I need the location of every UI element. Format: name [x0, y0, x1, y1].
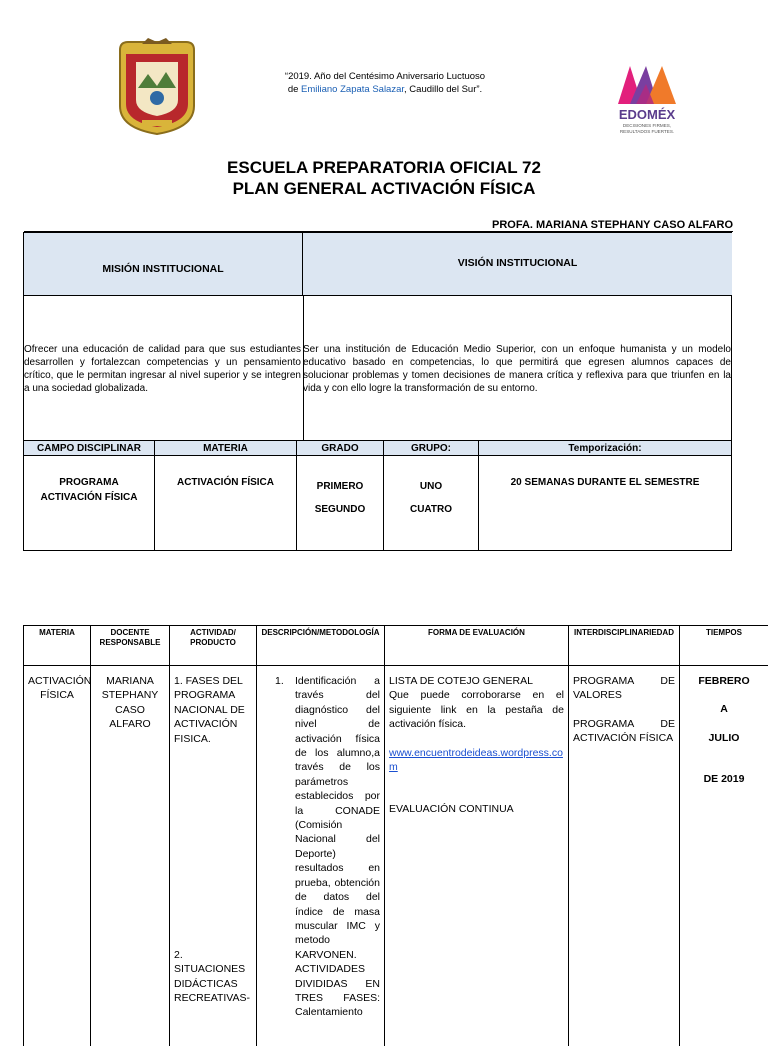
activity-plan-table — [23, 625, 768, 1045]
tiempo-a: A — [720, 703, 728, 716]
col-header-evaluacion: FORMA DE EVALUACIÓN — [384, 625, 568, 666]
motto-line-1: “2019. Año del Centésimo Aniversario Luctuoso — [284, 71, 486, 82]
grado-line-1: PRIMERO — [316, 481, 364, 492]
mision-header: MISIÓN INSTITUCIONAL — [24, 233, 303, 296]
campo-cell — [24, 456, 155, 550]
temporizacion-header: Temporización: — [479, 441, 731, 456]
estado-de-mexico-seal-logo — [112, 36, 202, 136]
cell-docente: MARIANA STEPHANY CASO ALFARO — [90, 666, 169, 1046]
col-header-docente: DOCENTE RESPONSABLE — [90, 625, 169, 666]
motto-name: Emiliano Zapata Salazar — [301, 84, 405, 95]
commemorative-motto — [250, 70, 520, 96]
grupo-line-2: CUATRO — [409, 504, 453, 515]
actividad-2: 2. SITUACIONES DIDÁCTICAS RECREATIVAS- — [174, 949, 251, 1005]
edomex-tagline-2: RESULTADOS FUERTES. — [619, 129, 675, 134]
col-header-tiempos: TIEMPOS — [679, 625, 768, 666]
plan-title: PLAN GENERAL ACTIVACIÓN FÍSICA — [232, 179, 536, 198]
actividad-1: 1. FASES DEL PROGRAMA NACIONAL DE ACTIVACIÓN FISICA. — [174, 675, 245, 745]
tiempo-julio: JULIO — [708, 731, 740, 744]
descripcion-number: 1. — [275, 675, 284, 687]
grupo-header: GRUPO: — [384, 441, 479, 456]
edomex-tagline-1: DECISIONES FIRMES, — [622, 123, 672, 128]
cell-evaluacion — [384, 666, 568, 1046]
cell-actividad — [169, 666, 256, 1046]
evaluacion-continua: EVALUACIÓN CONTINUA — [389, 803, 514, 816]
grado-line-2: SEGUNDO — [314, 504, 366, 515]
mision-text: Ofrecer una educación de calidad para que sus estudiantes desarrollen y fortalezcan competencias y un pensamiento crítico, que le permitan ingresar al nivel superior y se integren a una sociedad globalizada. — [24, 344, 301, 394]
col-header-actividad: ACTIVIDAD/ PRODUCTO — [169, 625, 256, 666]
col-header-materia: MATERIA — [23, 625, 90, 666]
cell-tiempos — [679, 666, 768, 1046]
school-title: ESCUELA PREPARATORIA OFICIAL 72 — [227, 158, 541, 177]
wordpress-link[interactable]: www.encuentrodeideas.wordpress.com — [389, 746, 563, 774]
col-header-interdisciplinariedad: INTERDISCIPLINARIEDAD — [568, 625, 679, 666]
vision-text: Ser una institución de Educación Medio Superior, con un enfoque humanista y un modelo educativo basado en competencias, lo que permitirá que egresen alumnos capaces de solucionar problemas y tomen decisiones de manera crítica y reflexiva para que triunfen en la vida y con ello logre la transformación de su entorno. — [303, 344, 731, 394]
edomex-wordmark: EDOMÉX — [618, 107, 676, 122]
vision-header: VISIÓN INSTITUCIONAL — [303, 233, 732, 296]
motto-line-2 — [250, 83, 520, 96]
inter-programa-valores: PROGRAMA DE VALORES — [573, 675, 675, 702]
grado-cell — [297, 456, 384, 550]
motto-prefix: de — [287, 84, 302, 95]
institutional-table — [23, 232, 732, 551]
temporizacion-cell: 20 SEMANAS DURANTE EL SEMESTRE — [510, 477, 700, 488]
grupo-cell — [384, 456, 479, 550]
col-header-descripcion: DESCRIPCIÓN/METODOLOGÍA — [256, 625, 384, 666]
campo-line-1: PROGRAMA — [59, 477, 119, 488]
evaluacion-detail: Que puede corroborarse en el siguiente link en la pestaña de activación física. — [389, 689, 564, 731]
grado-header: GRADO — [297, 441, 384, 456]
materia-header: MATERIA — [155, 441, 297, 456]
cell-materia: ACTIVACIÓN FÍSICA — [23, 666, 90, 1046]
cell-interdisciplinariedad — [568, 666, 679, 1046]
edomex-logo — [608, 62, 686, 138]
tiempo-year: DE 2019 — [703, 773, 745, 786]
descripcion-text: Identificación a través del diagnóstico del nivel de activación física de los alumno,a través de los parámetros establecidos por la CONADE (Comisión Nacional del Deporte) resultados en prueba, obtención de datos del índice de masa muscular IMC y metodo KARVONEN. ACTIVIDADES DIVIDIDAS EN TRES FASES: Calentamiento — [295, 675, 380, 1019]
grupo-line-1: UNO — [419, 481, 443, 492]
campo-line-2: ACTIVACIÓN FÍSICA — [40, 492, 138, 503]
evaluacion-title: LISTA DE COTEJO GENERAL — [389, 675, 533, 687]
materia-cell: ACTIVACIÓN FÍSICA — [155, 456, 297, 550]
inter-programa-activacion: PROGRAMA DE ACTIVACIÓN FÍSICA — [573, 717, 675, 745]
teacher-name: PROFA. MARIANA STEPHANY CASO ALFARO — [492, 219, 733, 231]
tiempo-febrero: FEBRERO — [698, 675, 750, 687]
campo-header: CAMPO DISCIPLINAR — [24, 441, 155, 456]
motto-suffix: , Caudillo del Sur”. — [404, 84, 483, 95]
cell-descripcion — [256, 666, 384, 1046]
